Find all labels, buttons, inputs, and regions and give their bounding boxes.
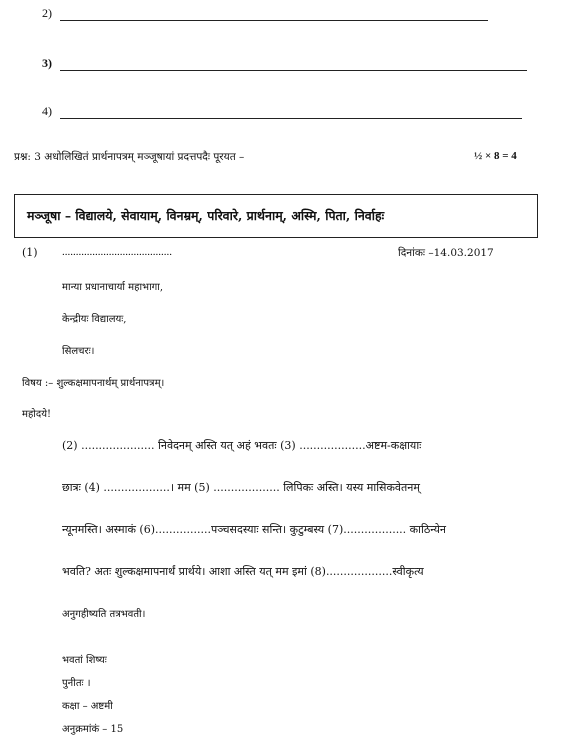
question-marks: ½ × 8 = 4: [474, 150, 517, 162]
answer-line-label: 3): [42, 56, 52, 70]
letter-salutation: महोदये!: [22, 409, 52, 420]
letter-body-line-2: छात्रः (4) ...................। मम (5) ................... लिपिकः अस्ति। यस्य मासिकवेतनम्: [62, 481, 420, 494]
answer-line-3: [42, 56, 527, 71]
underline: [60, 20, 488, 21]
letter-body-line-3: न्यूनमस्ति। अस्माकं (6)................पञ्चसदस्याः सन्ति। कुटुम्बस्य (7).................. काठिन्येन: [62, 523, 446, 536]
letter-body-line-5: अनुगहीष्यति तत्रभवती।: [62, 609, 146, 620]
letter-date: दिनांकः –14.03.2017: [398, 247, 494, 259]
answer-line-4: [42, 104, 522, 119]
letter-subject: विषय :– शुल्कक्षमापनार्थम् प्रार्थनापत्रम्।: [22, 378, 165, 389]
address-line-2: केन्द्रीयः विद्यालयः,: [62, 314, 127, 325]
underline: [60, 118, 522, 119]
blank-1-dots: ........................................: [62, 246, 172, 258]
signature-line-3: कक्षा – अष्टमी: [62, 701, 113, 712]
letter-body-line-4: भवति? अतः शुल्कक्षमापनार्थं प्रार्थये। आशा अस्ति यत् मम इमां (8)...................स्वीकृत्य: [62, 565, 424, 578]
answer-line-label: 2): [42, 6, 52, 20]
question-text: प्रश्न: 3 अधोलिखितं प्रार्थनापत्रम् मञ्जूषायां प्रदत्तपदैः पूरयत –: [14, 151, 245, 163]
address-line-3: सिलचरः।: [62, 346, 95, 357]
letter-body-line-1: (2) ..................... निवेदनम् अस्ति यत् अहं भवतः (3) ...................अष्टम-कक्षायाः: [62, 439, 422, 452]
answer-line-2: [42, 6, 488, 21]
manjusha-box: [14, 194, 538, 238]
underline: [60, 70, 527, 71]
signature-line-4: अनुक्रमांकं – 15: [62, 724, 124, 735]
manjusha-words: मञ्जूषा – विद्यालये, सेवायाम्, विनम्रम्, परिवारे, प्रार्थनाम्, अस्मि, पिता, निर्वाहः: [27, 208, 385, 223]
address-line-1: मान्या प्रधानाचार्या महाभागा,: [62, 282, 164, 293]
answer-line-label: 4): [42, 104, 52, 118]
signature-line-2: पुनीतः ।: [62, 678, 91, 689]
blank-1-label: (1): [22, 246, 38, 259]
signature-line-1: भवतां शिष्यः: [62, 655, 107, 666]
